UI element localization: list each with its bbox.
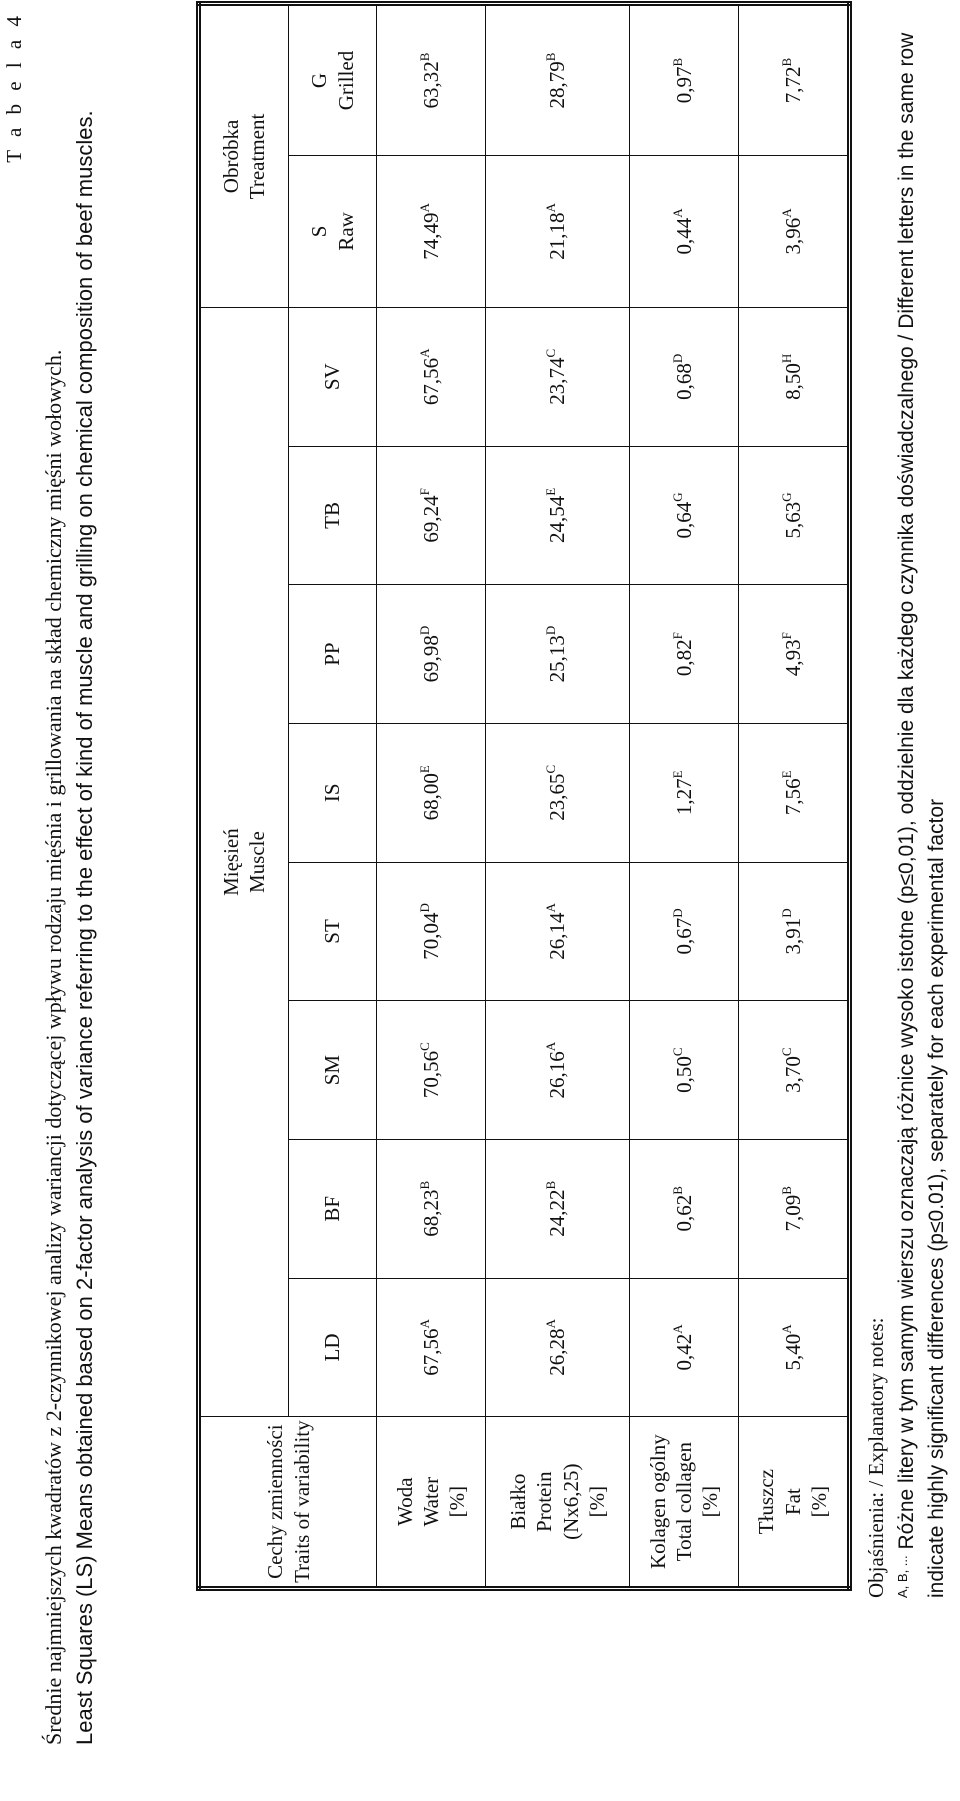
- significance-letter: E: [669, 770, 685, 779]
- significance-letter: D: [416, 903, 432, 913]
- value-cell: [485, 862, 629, 1001]
- column-header-treatment-s: [288, 155, 376, 307]
- notes-letters: A, B, ...: [894, 1555, 910, 1598]
- significance-letter: H: [778, 353, 794, 364]
- row-label-line: [%]: [445, 1485, 470, 1518]
- cell-value: 67,56: [418, 357, 443, 406]
- cell-value: 69,98: [418, 635, 443, 683]
- row-label-line: Białko: [506, 1473, 530, 1530]
- table-row: [377, 4, 486, 1589]
- value-cell: [738, 446, 849, 585]
- significance-letter: E: [543, 487, 559, 496]
- row-label-line: [%]: [584, 1485, 609, 1518]
- column-header-treatment-g: [288, 4, 376, 156]
- significance-letter: B: [543, 1180, 559, 1190]
- row-label-line: (Nx6,25): [558, 1463, 583, 1540]
- treatment-code: S: [307, 225, 332, 238]
- value-cell: [630, 307, 739, 446]
- column-header-st: ST: [288, 862, 376, 1001]
- cell-value: 0,64: [671, 501, 696, 539]
- cell-value: 69,24: [418, 495, 443, 543]
- value-cell: [485, 4, 629, 156]
- value-cell: [630, 446, 739, 585]
- cell-value: 67,56: [418, 1328, 443, 1376]
- table-row: [738, 4, 849, 1589]
- cell-value: 7,72: [780, 66, 805, 104]
- cell-value: 68,00: [418, 773, 443, 821]
- row-label: [738, 1417, 849, 1589]
- row-label-line: Fat: [780, 1488, 805, 1516]
- cell-value: 63,32: [418, 61, 443, 109]
- value-cell: [485, 723, 629, 862]
- value-cell: [738, 155, 849, 307]
- significance-letter: C: [543, 764, 559, 774]
- notes-heading: Objaśnienia: / Explanatory notes:: [864, 1317, 888, 1598]
- significance-letter: A: [669, 1324, 685, 1334]
- significance-letter: D: [778, 908, 794, 918]
- significance-letter: A: [543, 1319, 559, 1329]
- cell-value: 21,18: [545, 212, 570, 260]
- value-cell: [738, 585, 849, 724]
- significance-letter: A: [778, 1324, 794, 1334]
- corner-header-en: Traits of variability: [289, 1420, 314, 1583]
- cell-value: 7,09: [780, 1194, 805, 1232]
- cell-value: 70,04: [418, 912, 443, 960]
- row-label-line: Kolagen ogólny: [645, 1434, 670, 1570]
- cell-value: 0,42: [671, 1333, 696, 1371]
- cell-value: 3,70: [780, 1056, 805, 1093]
- value-cell: [485, 1278, 629, 1417]
- column-header-is: IS: [288, 723, 376, 862]
- value-cell: [630, 862, 739, 1001]
- column-header-sv: SV: [288, 307, 376, 446]
- value-cell: [738, 307, 849, 446]
- value-cell: [630, 723, 739, 862]
- cell-value: 0,44: [671, 217, 696, 255]
- group-header-row: [199, 4, 289, 1589]
- significance-letter: A: [543, 1041, 559, 1052]
- significance-letter: C: [416, 1042, 432, 1051]
- muscle-group-header: [199, 307, 289, 1416]
- row-label-line: [%]: [698, 1485, 723, 1518]
- cell-value: 68,23: [418, 1189, 443, 1237]
- value-cell: [485, 1139, 629, 1278]
- corner-header-pl: Cechy zmienności: [263, 1424, 288, 1579]
- significance-letter: E: [416, 765, 432, 774]
- value-cell: [630, 1139, 739, 1278]
- row-label-line: Woda: [392, 1477, 417, 1526]
- value-cell: [377, 1001, 486, 1140]
- caption-english: Least Squares (LS) Means obtained based on 2-factor analysis of variance referring to the effect of kind of muscle and grilling on chemical composition of beef muscles.: [72, 110, 98, 1745]
- significance-letter: F: [416, 488, 432, 496]
- significance-letter: A: [416, 1319, 432, 1329]
- cell-value: 1,27: [671, 778, 696, 816]
- value-cell: [377, 446, 486, 585]
- significance-letter: C: [669, 1047, 685, 1057]
- cell-value: 8,50: [780, 363, 805, 400]
- value-cell: [738, 723, 849, 862]
- column-header-pp: PP: [288, 585, 376, 724]
- significance-letter: E: [778, 770, 794, 779]
- cell-value: 26,14: [545, 912, 570, 960]
- table-row: [630, 4, 739, 1589]
- cell-value: 0,50: [671, 1056, 696, 1093]
- value-cell: [630, 1278, 739, 1417]
- significance-letter: A: [778, 208, 794, 218]
- cell-value: 70,56: [418, 1050, 443, 1099]
- significance-letter: B: [543, 52, 559, 62]
- value-cell: [377, 1139, 486, 1278]
- treatment-group-pl: Obróbka: [219, 119, 244, 194]
- value-cell: [738, 1278, 849, 1417]
- column-header-row: [288, 4, 376, 1589]
- row-label: [485, 1417, 629, 1589]
- cell-value: 26,16: [545, 1051, 570, 1099]
- cell-value: 74,49: [418, 212, 443, 260]
- significance-letter: F: [669, 632, 685, 640]
- value-cell: [485, 1001, 629, 1140]
- significance-letter: D: [669, 908, 685, 918]
- significance-letter: A: [416, 348, 432, 358]
- significance-letter: D: [416, 625, 432, 636]
- row-label-line: Total collagen: [671, 1442, 696, 1562]
- significance-letter: A: [543, 903, 559, 913]
- table-number-label: T a b e l a 4: [2, 12, 26, 163]
- value-cell: [738, 1001, 849, 1140]
- significance-letter: B: [778, 57, 794, 67]
- cell-value: 0,97: [671, 66, 696, 104]
- cell-value: 5,40: [780, 1333, 805, 1371]
- value-cell: [485, 307, 629, 446]
- corner-header: [199, 1417, 377, 1589]
- value-cell: [630, 585, 739, 724]
- value-cell: [377, 723, 486, 862]
- significance-letter: D: [669, 353, 685, 364]
- significance-letter: C: [778, 1047, 794, 1057]
- significance-letter: B: [669, 1186, 685, 1195]
- explanatory-notes: [862, 8, 951, 1598]
- column-header-sm: SM: [288, 1001, 376, 1140]
- significance-letter: G: [778, 492, 794, 502]
- notes-body: [892, 8, 952, 1598]
- value-cell: [630, 155, 739, 307]
- cell-value: 23,65: [545, 773, 570, 821]
- cell-value: 3,96: [780, 217, 805, 255]
- value-cell: [377, 4, 486, 156]
- cell-value: 0,62: [671, 1194, 696, 1232]
- cell-value: 25,13: [545, 635, 570, 683]
- row-label: [377, 1417, 486, 1589]
- cell-value: 0,67: [671, 917, 696, 955]
- significance-letter: F: [778, 632, 794, 640]
- value-cell: [738, 1139, 849, 1278]
- value-cell: [377, 155, 486, 307]
- cell-value: 24,54: [545, 495, 570, 544]
- significance-letter: G: [669, 492, 685, 502]
- row-label: [630, 1417, 739, 1589]
- value-cell: [377, 1278, 486, 1417]
- row-label-line: [%]: [806, 1485, 831, 1518]
- caption-polish: Średnie najmniejszych kwadratów z 2-czynnikowej analizy wariancji dotyczącej wpływu rodzaju mięśnia i grillowania na skład chemiczny mięśni wołowych.: [41, 349, 66, 1745]
- value-cell: [377, 307, 486, 446]
- muscle-group-en: Muscle: [245, 831, 270, 893]
- cell-value: 5,63: [780, 501, 805, 539]
- cell-value: 0,82: [671, 639, 696, 677]
- value-cell: [738, 862, 849, 1001]
- significance-letter: B: [778, 1186, 794, 1195]
- cell-value: 0,68: [671, 363, 696, 400]
- value-cell: [485, 585, 629, 724]
- column-header-bf: BF: [288, 1139, 376, 1278]
- value-cell: [630, 1001, 739, 1140]
- cell-value: 26,28: [545, 1328, 570, 1376]
- muscle-group-pl: Mięsień: [219, 828, 244, 896]
- significance-letter: B: [416, 52, 432, 62]
- treatment-label: Raw: [333, 212, 358, 251]
- value-cell: [377, 585, 486, 724]
- row-label-line: Tłuszcz: [754, 1469, 779, 1535]
- table-row: [485, 4, 629, 1589]
- table-body: [377, 4, 850, 1589]
- row-label-line: Water: [418, 1476, 443, 1527]
- treatment-group-header: [199, 4, 289, 308]
- significance-letter: A: [669, 208, 685, 218]
- significance-letter: B: [416, 1180, 432, 1190]
- value-cell: [485, 446, 629, 585]
- treatment-label: Grilled: [333, 50, 358, 111]
- significance-letter: A: [543, 203, 559, 213]
- cell-value: 3,91: [780, 917, 805, 955]
- treatment-group-en: Treatment: [245, 113, 270, 200]
- row-label-line: Protein: [532, 1471, 557, 1532]
- value-cell: [377, 862, 486, 1001]
- significance-letter: D: [543, 625, 559, 636]
- value-cell: [485, 155, 629, 307]
- treatment-code: G: [307, 72, 332, 89]
- significance-letter: B: [669, 57, 685, 67]
- cell-value: 7,56: [780, 778, 805, 816]
- significance-letter: A: [416, 203, 432, 213]
- column-header-tb: TB: [288, 446, 376, 585]
- column-header-ld: LD: [288, 1278, 376, 1417]
- cell-value: 4,93: [780, 639, 805, 677]
- table-caption: [38, 25, 100, 1745]
- significance-letter: C: [543, 348, 559, 358]
- value-cell: [738, 4, 849, 156]
- cell-value: 23,74: [545, 357, 570, 405]
- cell-value: 28,79: [545, 61, 570, 109]
- value-cell: [630, 4, 739, 156]
- results-table: [196, 1, 852, 1591]
- notes-text: Różne litery w tym samym wierszu oznaczają różnice wysoko istotne (p≤0,01), oddzielnie dla każdego czynnika doświadczalnego / Different letters in the same row indicate highly significant differences (p≤0.01), separately for each experimental factor: [894, 32, 948, 1598]
- cell-value: 24,22: [545, 1189, 570, 1237]
